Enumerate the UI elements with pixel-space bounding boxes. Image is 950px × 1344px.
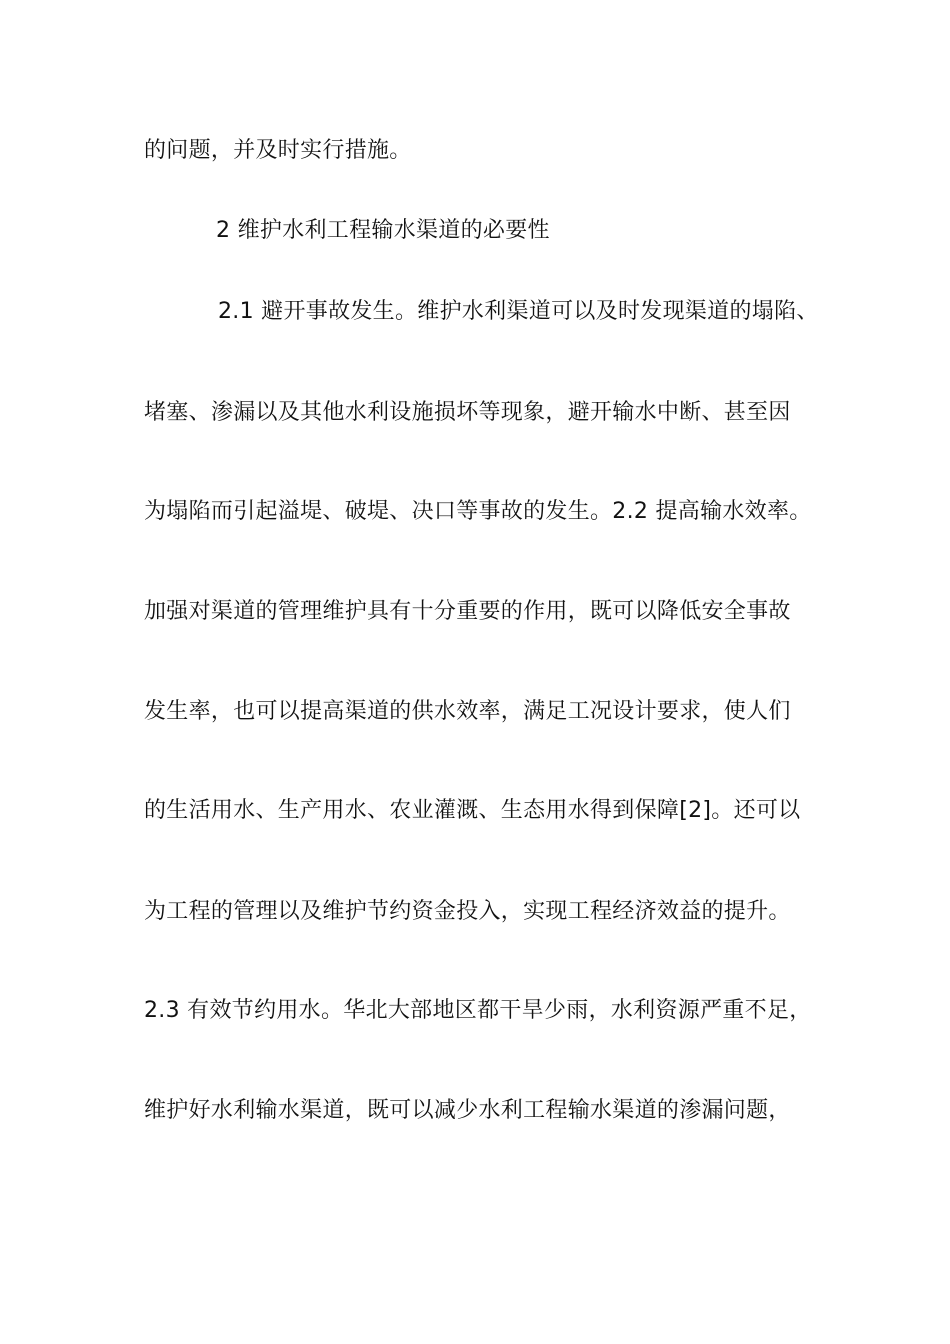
paragraph-line: 维护好水利输水渠道，既可以减少水利工程输水渠道的渗漏问题，: [144, 1098, 791, 1123]
paragraph-line: 加强对渠道的管理维护具有十分重要的作用，既可以降低安全事故: [144, 599, 791, 624]
section-heading: 2 维护水利工程输水渠道的必要性: [216, 218, 550, 243]
paragraph-line: 2.1 避开事故发生。维护水利渠道可以及时发现渠道的塌陷、: [218, 299, 819, 324]
paragraph-line: 2.3 有效节约用水。华北大部地区都干旱少雨，水利资源严重不足，: [144, 998, 812, 1023]
paragraph-line: 为塌陷而引起溢堤、破堤、决口等事故的发生。2.2 提高输水效率。: [144, 499, 812, 524]
paragraph-line: 堵塞、渗漏以及其他水利设施损坏等现象，避开输水中断、甚至因: [144, 400, 791, 425]
paragraph-line: 的问题，并及时实行措施。: [144, 138, 412, 163]
paragraph-line: 为工程的管理以及维护节约资金投入，实现工程经济效益的提升。: [144, 899, 791, 924]
paragraph-line: 发生率，也可以提高渠道的供水效率，满足工况设计要求，使人们: [144, 699, 791, 724]
paragraph-line: 的生活用水、生产用水、农业灌溉、生态用水得到保障[2]。还可以: [144, 798, 801, 823]
